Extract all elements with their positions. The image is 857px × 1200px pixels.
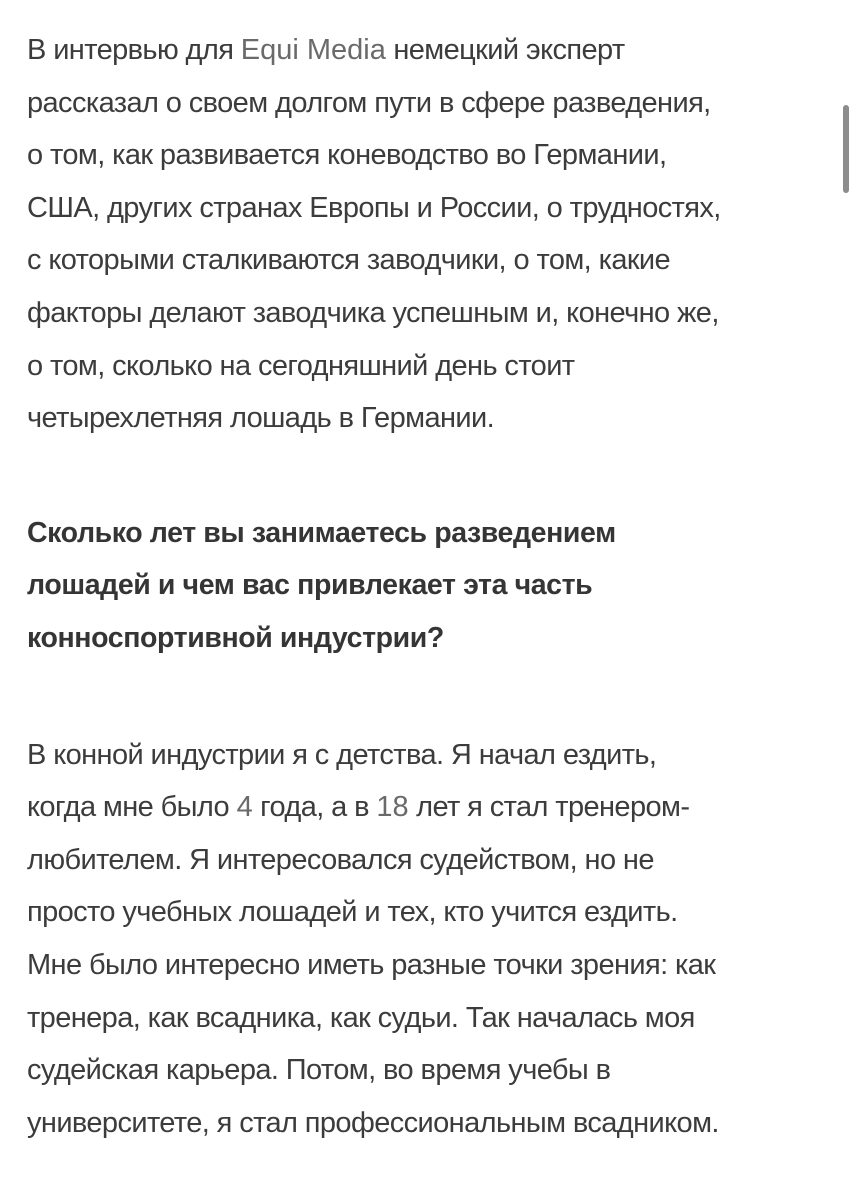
answer-line: любителем. Я интересовался судейством, но не [27, 843, 654, 876]
answer-line: тренера, как всадника, как судьи. Так началась моя [27, 1001, 695, 1034]
answer-line: университете, я стал профессиональным всадником. [27, 1106, 719, 1139]
answer-line: просто учебных лошадей и тех, кто учится ездить. [27, 896, 678, 929]
intro-line: США, других странах Европы и России, о трудностях, [27, 191, 721, 224]
intro-line: факторы делают заводчика успешным и, конечно же, [27, 296, 719, 329]
question-line: конноспортивной индустрии? [27, 621, 444, 654]
answer-paragraph [27, 729, 832, 1150]
number-age-18: 18 [376, 791, 409, 824]
answer-line: судейская карьера. Потом, во время учебы в [27, 1054, 611, 1087]
intro-line: о том, сколько на сегодняшний день стоит [27, 349, 575, 382]
intro-line: с которыми сталкиваются заводчики, о том, какие [27, 244, 671, 277]
intro-paragraph [27, 24, 832, 445]
intro-line: о том, как развивается коневодство во Германии, [27, 139, 667, 172]
number-age-4: 4 [236, 791, 253, 824]
intro-line: четырехлетняя лошадь в Германии. [27, 402, 495, 435]
scrollbar-thumb[interactable] [843, 105, 849, 193]
media-name: Equi Media [240, 34, 386, 66]
interview-question [27, 507, 832, 665]
answer-line: когда мне было 4 года, а в 18 лет я стал тренером- [27, 791, 690, 824]
answer-line: Мне было интересно иметь разные точки зрения: как [27, 948, 716, 981]
question-line: Сколько лет вы занимаетесь разведением [27, 516, 616, 549]
intro-line: рассказал о своем долгом пути в сфере разведения, [27, 86, 711, 119]
answer-line: В конной индустрии я с детства. Я начал ездить, [27, 738, 657, 771]
article-body [27, 24, 832, 1149]
intro-line: В интервью для Equi Media немецкий эксперт [27, 34, 625, 66]
question-line: лошадей и чем вас привлекает эта часть [27, 569, 593, 602]
